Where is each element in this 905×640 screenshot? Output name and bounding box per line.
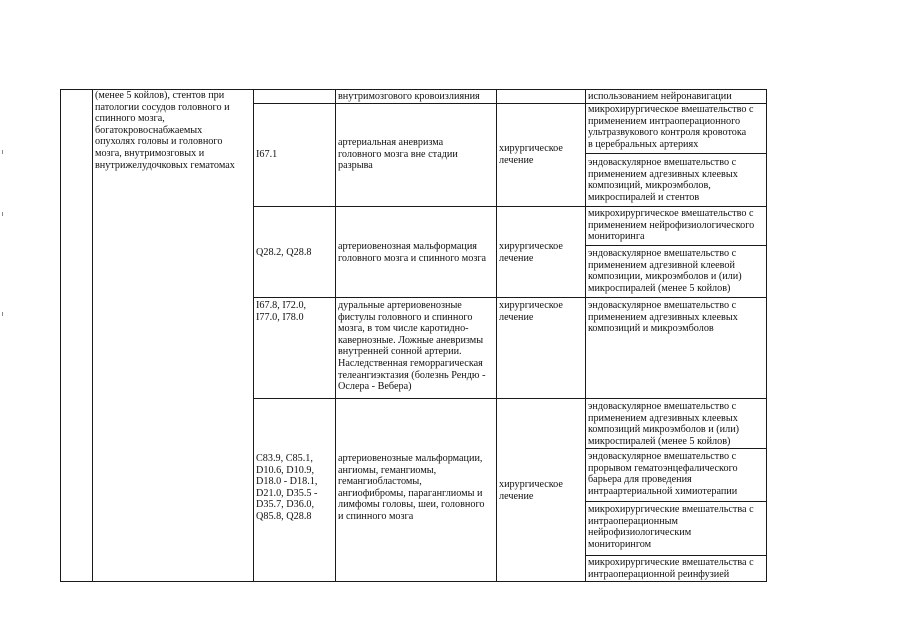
table-right-border (766, 89, 767, 582)
disease-cell: дуральные артериовенозные фистулы головного и спинного мозга, в том числе каротидно- кавернозные. Ложные аневризмы внутренней сонной артерии. Наследственная геморрагическая телеангиэктазия (болезнь Рендю - Ослера - Вебера) (338, 300, 486, 393)
method-cell: микрохирургическое вмешательство с применением нейрофизиологического мониторинга (588, 208, 755, 243)
method-cell: эндоваскулярное вмешательство с прорывом гематоэнцефалического барьера для проведения интраартериальной химиотерапии (588, 451, 738, 497)
method-divider-2 (585, 245, 767, 246)
method-cell: эндоваскулярное вмешательство с применением адгезивных клеевых композиций, микроэмболов, микроспиралей и стентов (588, 157, 738, 203)
col-divider-a (92, 89, 93, 582)
col-divider-b (253, 89, 254, 582)
col-divider-c (335, 89, 336, 582)
method-cell: микрохирургические вмешательства с интраоперационной реинфузией (588, 557, 754, 580)
method-cell: микрохирургическое вмешательство с применением интраоперационного ультразвукового контроля кровотока в церебральных артериях (588, 104, 754, 150)
icd-codes: C83.9, C85.1, D10.6, D10.9, D18.0 - D18.1, D21.0, D35.5 - D35.7, D36.0, Q85.8, Q28.8 (256, 453, 318, 522)
method-cell: эндоваскулярное вмешательство с применением адгезивных клеевых композиций и микроэмболов (588, 300, 738, 335)
icd-codes: I67.8, I72.0, I77.0, I78.0 (256, 300, 307, 323)
row-divider-3 (253, 398, 767, 399)
service-description: (менее 5 койлов), стентов при патологии сосудов головного и спинного мозга, богатокровоснабжаемых опухолях головы и головного мозга, внутримозговых и внутрижелудочковых гематомах (95, 90, 235, 171)
col-divider-e (585, 89, 586, 582)
method-divider-5 (585, 555, 767, 556)
icd-codes: I67.1 (256, 149, 278, 160)
treatment-cell: хирургическое лечение (499, 300, 563, 323)
treatment-cell: хирургическое лечение (499, 143, 563, 166)
table-left-border (60, 89, 61, 582)
top-row-disease: внутримозгового кровоизлияния (338, 91, 480, 102)
method-divider-3 (585, 448, 767, 449)
row-divider-2 (253, 297, 767, 298)
scan-mark (2, 150, 3, 154)
treatment-cell: хирургическое лечение (499, 479, 563, 502)
method-cell: эндоваскулярное вмешательство с применением адгезивной клеевой композиции, микроэмболов и (или) микроспиралей (менее 5 койлов) (588, 248, 742, 294)
method-divider-1 (585, 153, 767, 154)
scan-mark (2, 312, 3, 316)
method-cell: эндоваскулярное вмешательство с применением адгезивных клеевых композиций микроэмболов и (или) микроспиралей (менее 5 койлов) (588, 401, 740, 447)
disease-cell: артериовенозная мальформация головного мозга и спинного мозга (338, 241, 487, 264)
method-divider-4 (585, 501, 767, 502)
disease-cell: артериовенозные мальформации, ангиомы, гемангиомы, гемангиобластомы, ангиофибромы, параганглиомы и лимфомы головы, шеи, головного и спинного мозга (338, 453, 485, 522)
treatment-cell: хирургическое лечение (499, 241, 563, 264)
scan-mark (2, 212, 3, 216)
row-divider-1 (253, 206, 767, 207)
disease-cell: артериальная аневризма головного мозга вне стадии разрыва (338, 137, 458, 172)
col-divider-d (496, 89, 497, 582)
table-bottom-border (60, 581, 767, 582)
method-cell: микрохирургические вмешательства с интраоперационным нейрофизиологическим мониторингом (588, 504, 754, 550)
icd-codes: Q28.2, Q28.8 (256, 247, 312, 258)
top-row-method: использованием нейронавигации (588, 91, 732, 102)
